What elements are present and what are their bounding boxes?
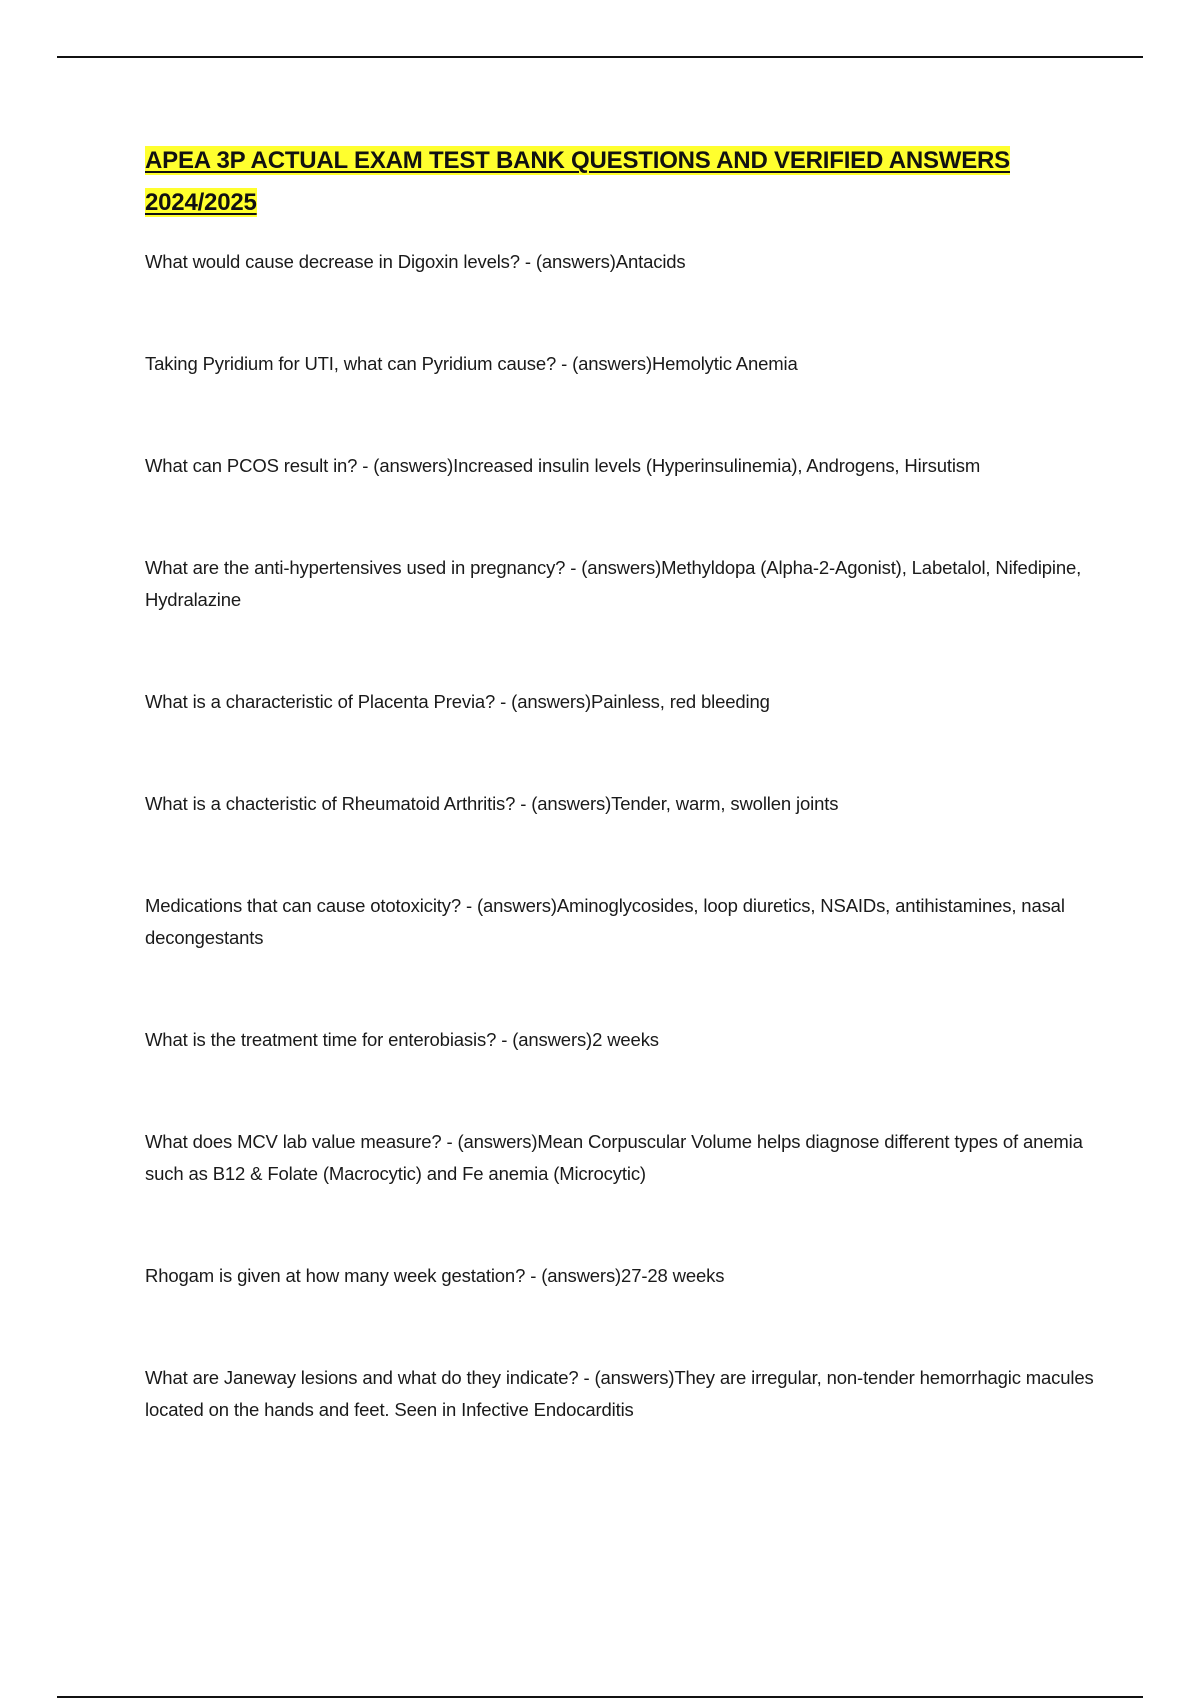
document-title-text: APEA 3P ACTUAL EXAM TEST BANK QUESTIONS AND VERIFIED ANSWERS 2024/2025	[145, 147, 1010, 216]
footer-rule	[57, 1696, 1143, 1698]
qa-item-4: What are the anti-hypertensives used in pregnancy? - (answers)Methyldopa (Alpha-2-Agonist), Labetalol, Nifedipine, Hydralazine	[145, 557, 1082, 610]
qa-item-11: What are Janeway lesions and what do they indicate? - (answers)They are irregular, non-tender hemorrhagic macules located on the hands and feet. Seen in Infective Endocarditis	[145, 1367, 1094, 1420]
qa-item-8: What is the treatment time for enterobiasis? - (answers)2 weeks	[145, 1029, 659, 1050]
qa-item-9: What does MCV lab value measure? - (answers)Mean Corpuscular Volume helps diagnose different types of anemia such as B12 & Folate (Macrocytic) and Fe anemia (Microcytic)	[145, 1131, 1083, 1184]
qa-item-6: What is a chacteristic of Rheumatoid Arthritis? - (answers)Tender, warm, swollen joints	[145, 793, 839, 814]
qa-item-1: What would cause decrease in Digoxin levels? - (answers)Antacids	[145, 251, 686, 272]
qa-item-7: Medications that can cause ototoxicity? - (answers)Aminoglycosides, loop diuretics, NSAIDs, antihistamines, nasal decongestants	[145, 895, 1065, 948]
qa-item-2: Taking Pyridium for UTI, what can Pyridium cause? - (answers)Hemolytic Anemia	[145, 353, 798, 374]
qa-item-5: What is a characteristic of Placenta Previa? - (answers)Painless, red bleeding	[145, 691, 770, 712]
document-title	[145, 140, 1105, 224]
qa-item-3: What can PCOS result in? - (answers)Increased insulin levels (Hyperinsulinemia), Androgens, Hirsutism	[145, 455, 981, 476]
qa-item-10: Rhogam is given at how many week gestation? - (answers)27-28 weeks	[145, 1265, 725, 1286]
header-rule	[57, 56, 1143, 58]
document-body	[145, 140, 1105, 1426]
